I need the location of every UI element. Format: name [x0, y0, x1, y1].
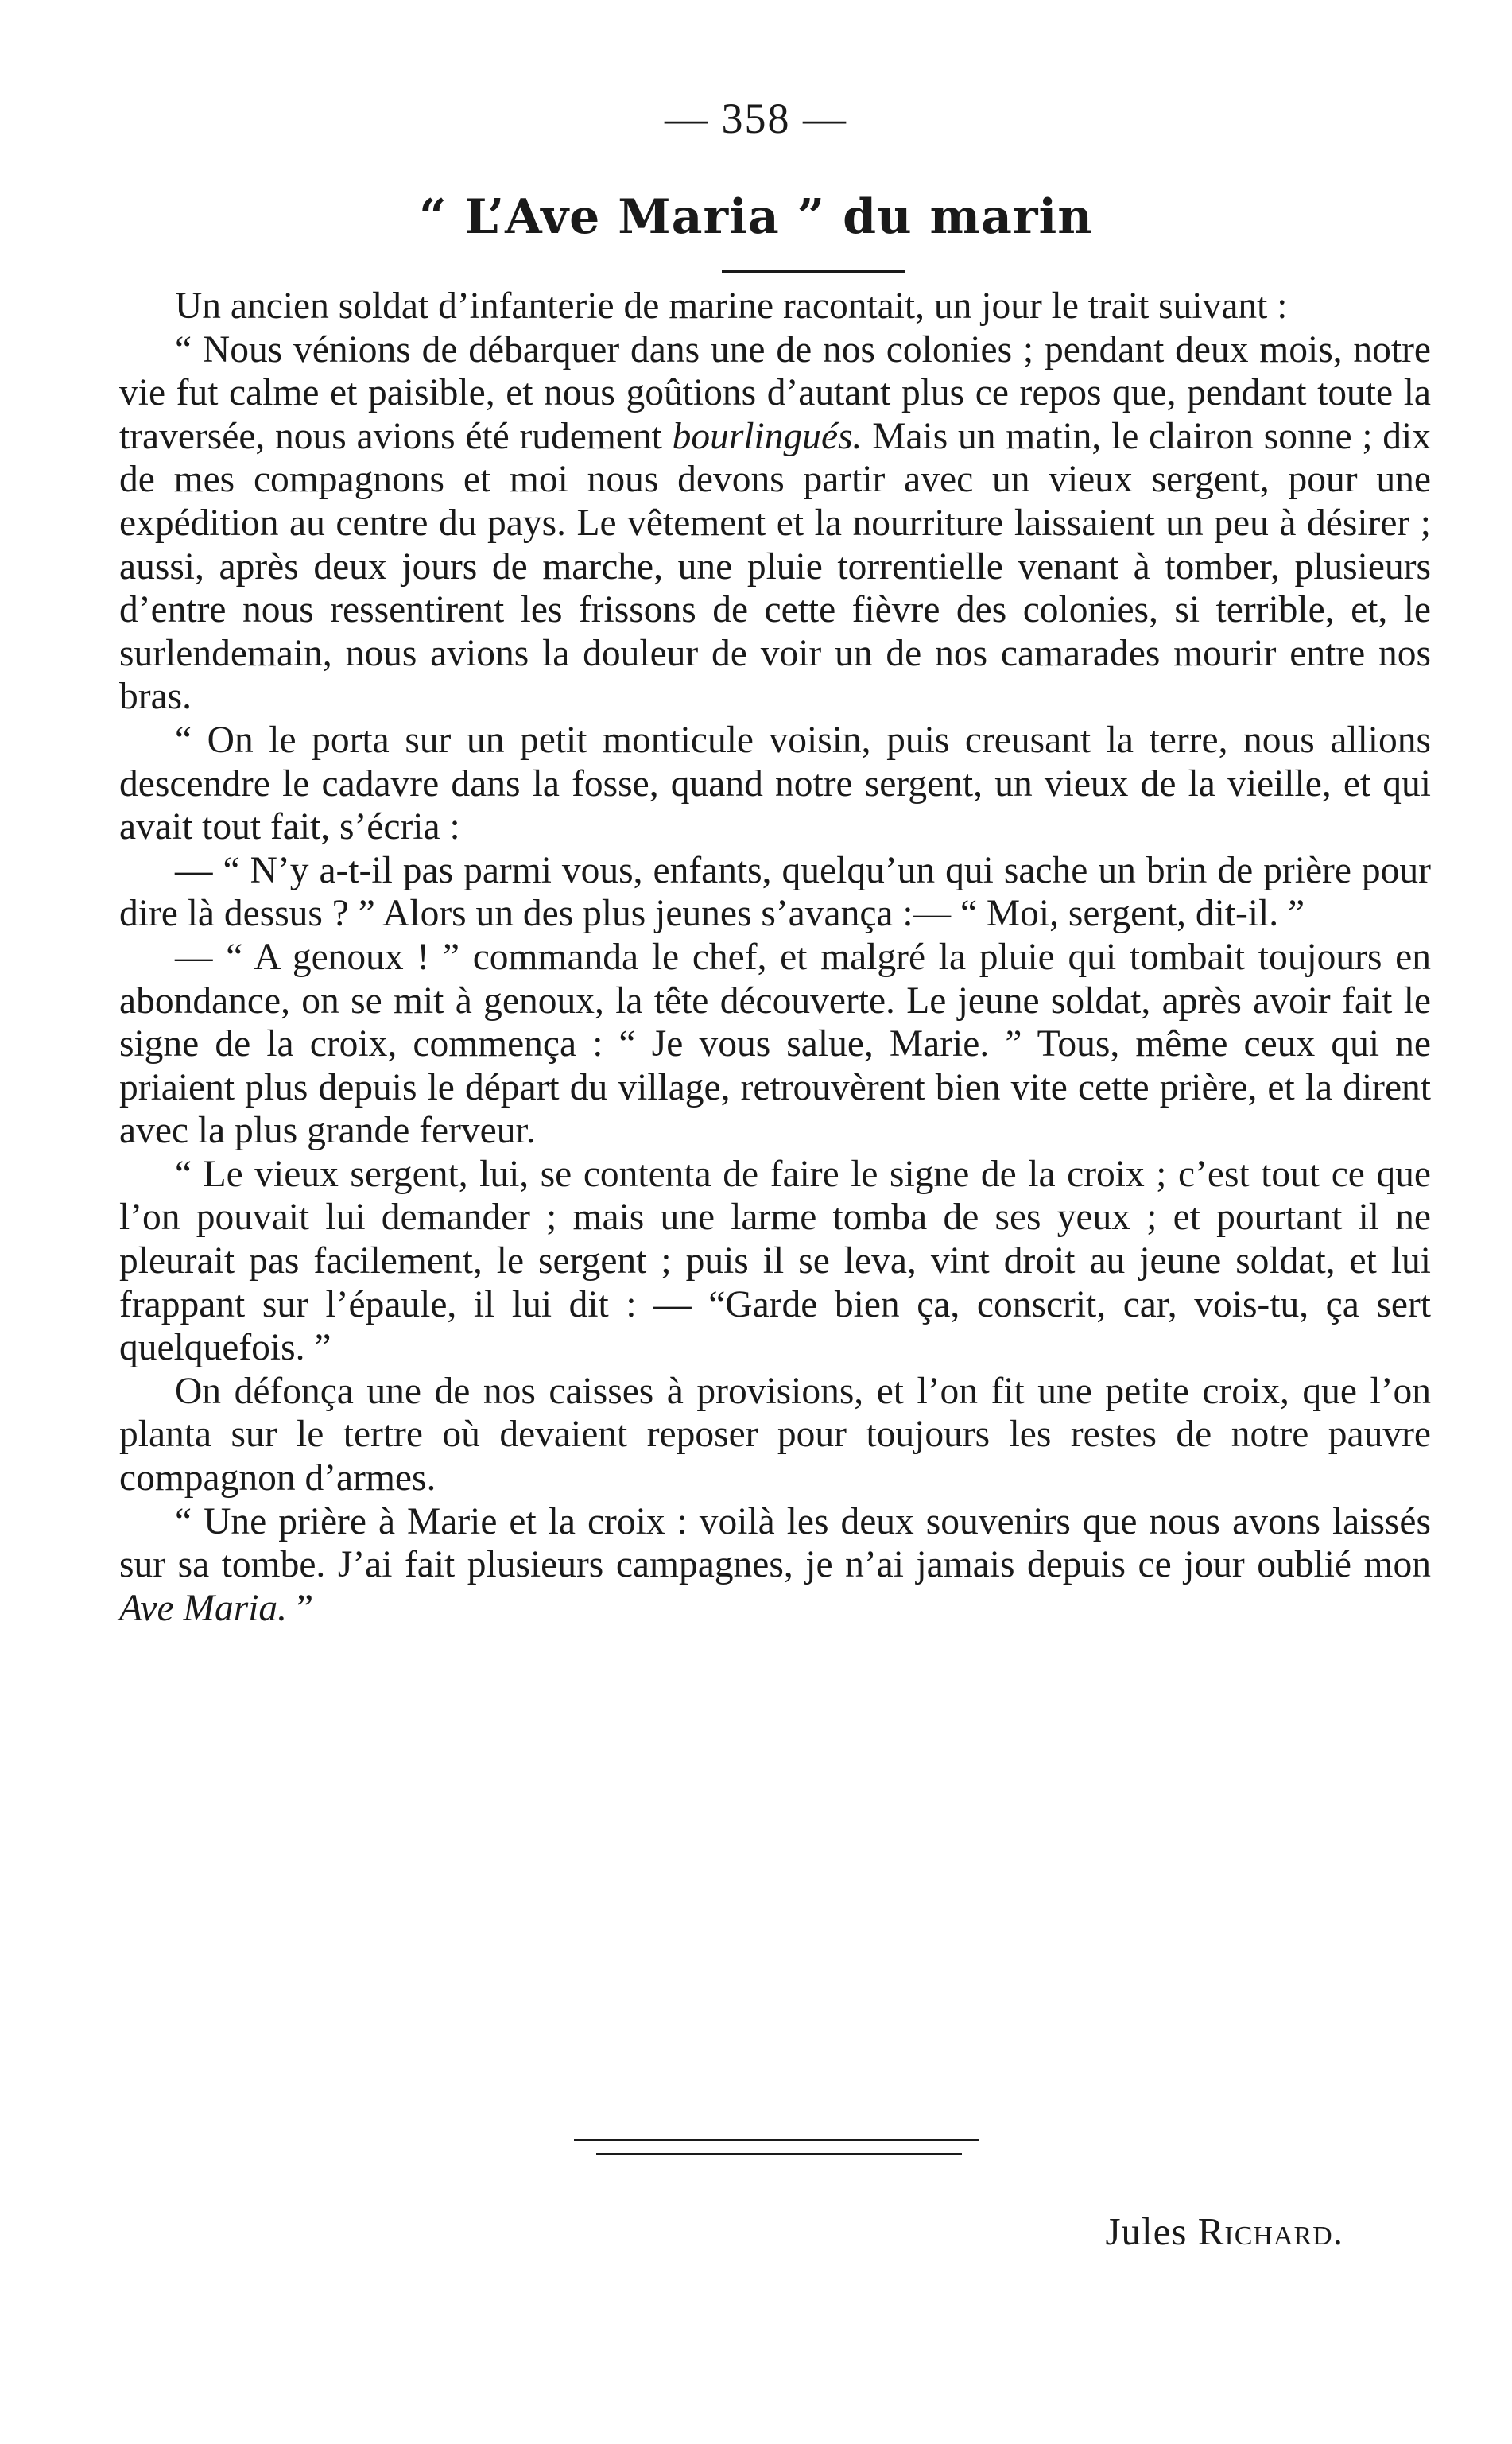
- italic-word-bourlingues: bourlingués.: [672, 415, 863, 457]
- paragraph-5: — “ A genoux ! ” commanda le chef, et malgré la pluie qui tombait toujours en abondance, on se mit à genoux, la tête découverte. Le jeune soldat, après avoir fait le signe de la croix, commença : “ Je vous salue, Marie. ” Tous, même ceux qui ne priaient plus depuis le départ du village, retrouvèrent bien vite cette prière, et la dirent avec la plus grande ferveur.: [119, 936, 1431, 1152]
- author-signature: [1105, 2209, 1343, 2254]
- paragraph-8-end: ”: [287, 1587, 314, 1629]
- paragraph-2: [119, 328, 1431, 719]
- author-first-name: Jules: [1105, 2209, 1198, 2253]
- paragraph-4: — “ N’y a-t-il pas parmi vous, enfants, quelqu’un qui sache un brin de prière pour dire là dessus ? ” Alors un des plus jeunes s’avança :— “ Moi, sergent, dit-il. ”: [119, 849, 1431, 935]
- paragraph-8: [119, 1500, 1431, 1631]
- paragraph-2-start: “ Nous vénions de débarquer dans une de nos colonies ; pendant deux mois, notre vie fut calme et paisible, et nous goûtions d’autant plus ce repos que, pendant toute la traversée, nous avions été rudement: [119, 328, 1431, 457]
- paragraph-2-end: Mais un matin, le clairon sonne ; dix de mes compagnons et moi nous devons partir avec un vieux sergent, pour une expédition au centre du pays. Le vêtement et la nourriture laissaient un peu à désirer ; aussi, après deux jours de marche, une pluie torrentielle venant à tomber, plusieurs d’entre nous ressentirent les frissons de cette fièvre des colonies, si terrible, et, le surlendemain, nous avions la douleur de voir un de nos camarades mourir entre nos bras.: [119, 415, 1431, 718]
- paragraph-8-start: “ Une prière à Marie et la croix : voilà les deux souvenirs que nous avons laissés sur sa tombe. J’ai fait plusieurs campagnes, je n’ai jamais depuis ce jour oublié mon: [119, 1500, 1431, 1586]
- paragraph-1: Un ancien soldat d’infanterie de marine racontait, un jour le trait suivant :: [175, 285, 1288, 327]
- article-title: “ L’Ave Maria ” du marin: [419, 189, 1093, 245]
- article-body: [119, 285, 1431, 1630]
- paragraph-6: “ Le vieux sergent, lui, se contenta de faire le signe de la croix ; c’est tout ce que l’on pouvait lui demander ; mais une larme tomba de ses yeux ; et pourtant il ne pleurait pas facilement, le sergent ; puis il se leva, vint droit au jeune soldat, et lui frappant sur l’épaule, il lui dit : — “Garde bien ça, conscrit, car, vois-tu, ça sert quelquefois. ”: [119, 1153, 1431, 1369]
- closing-rule: [574, 2139, 979, 2141]
- author-last-name: Richard.: [1197, 2209, 1343, 2253]
- title-underline: [722, 270, 905, 273]
- closing-rule-thin: [596, 2153, 962, 2155]
- page-number: — 358 —: [665, 95, 847, 142]
- paragraph-7: On défonça une de nos caisses à provisions, et l’on fit une petite croix, que l’on planta sur le tertre où devaient reposer pour toujours les restes de notre pauvre compagnon d’armes.: [119, 1370, 1431, 1499]
- paragraph-3: “ On le porta sur un petit monticule voisin, puis creusant la terre, nous allions descendre le cadavre dans la fosse, quand notre sergent, un vieux de la vieille, et qui avait tout fait, s’écria :: [119, 719, 1431, 848]
- italic-ave-maria: Ave Maria.: [119, 1587, 288, 1629]
